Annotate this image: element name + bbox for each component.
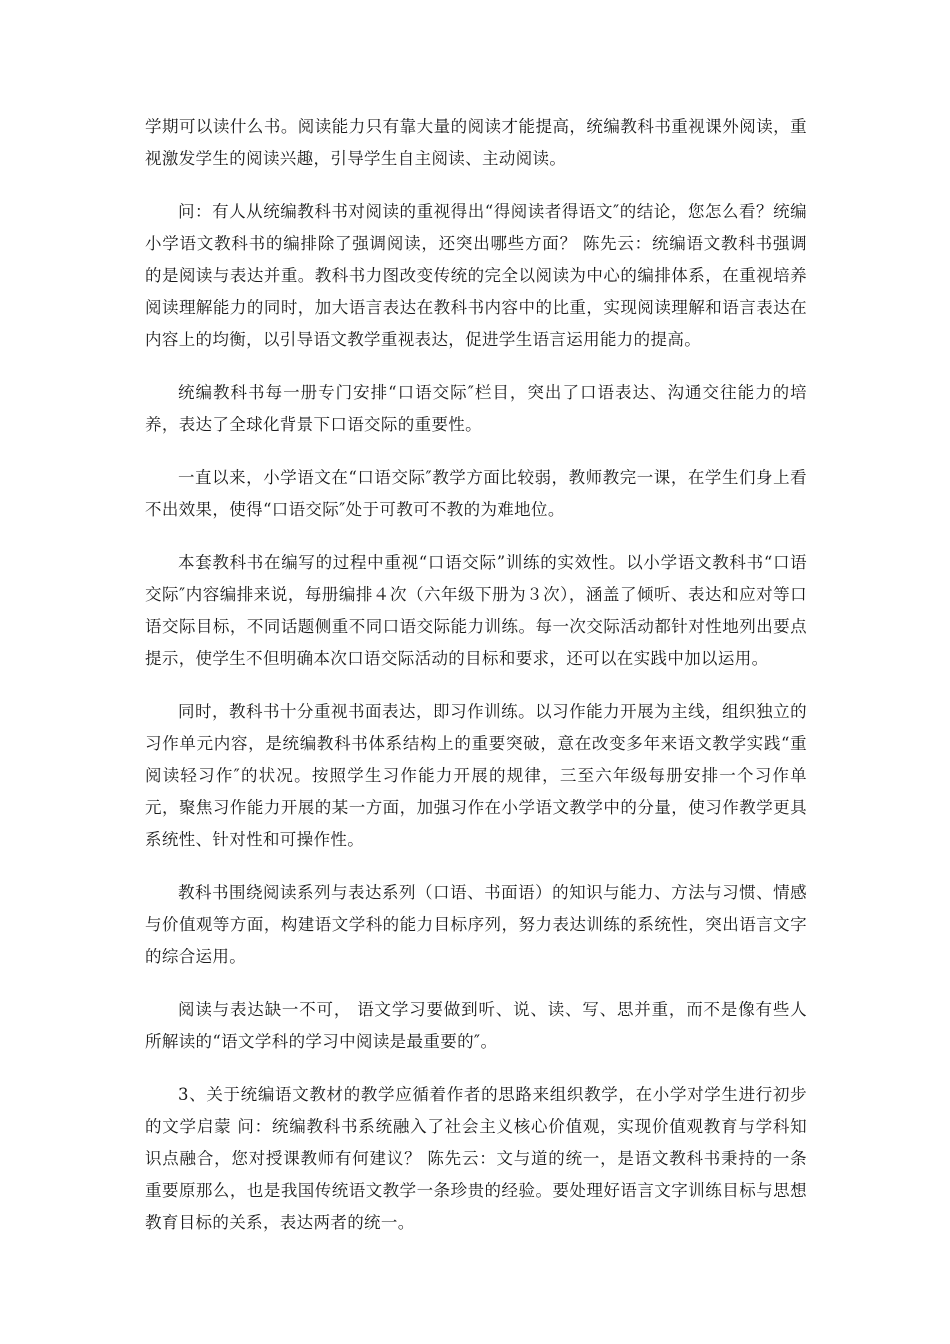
- document-body: [145, 111, 807, 1260]
- paragraph-3: 统编教科书每一册专门安排“口语交际″栏目，突出了口语表达、沟通交往能力的培养，表达了全球化背景下口语交际的重要性。: [145, 383, 807, 434]
- paragraph-1: 学期可以读什么书。阅读能力只有靠大量的阅读才能提高，统编教科书重视课外阅读，重视激发学生的阅读兴趣，引导学生自主阅读、主动阅读。: [145, 117, 807, 168]
- paragraph-4: 一直以来，小学语文在“口语交际″教学方面比较弱，教师教完一课，在学生们身上看不出效果，使得“口语交际″处于可教可不教的为难地位。: [145, 468, 807, 519]
- paragraph-5: 本套教科书在编写的过程中重视“口语交际”训练的实效性。以小学语文教科书“口语交际″内容编排来说，每册编排４次（六年级下册为３次），涵盖了倾听、表达和应对等口语交际目标，不同话题侧重不同口语交际能力训练。每一次交际活动都针对性地列出要点提示，使学生不但明确本次口语交际活动的目标和要求，还可以在实践中加以运用。: [145, 553, 807, 668]
- paragraph-8: 阅读与表达缺一不可， 语文学习要做到听、说、读、写、思并重，而不是像有些人所解读的“语文学科的学习中阅读是最重要的″。: [145, 1000, 807, 1051]
- paragraph-9: 3、关于统编语文教材的教学应循着作者的思路来组织教学，在小学对学生进行初步的文学启蒙 问：统编教科书系统融入了社会主义核心价值观，实现价值观教育与学科知识点融合，您对授课教师有何建议？ 陈先云：文与道的统一，是语文教科书秉持的一条重要原那么，也是我国传统语文教学一条珍贵的经验。要处理好语言文字训练目标与思想教育目标的关系，表达两者的统一。: [145, 1085, 807, 1232]
- paragraph-2: 问：有人从统编教科书对阅读的重视得出“得阅读者得语文″的结论，您怎么看？统编小学语文教科书的编排除了强调阅读，还突出哪些方面？ 陈先云：统编语文教科书强调的是阅读与表达并重。教科书力图改变传统的完全以阅读为中心的编排体系，在重视培养阅读理解能力的同时，加大语言表达在教科书内容中的比重，实现阅读理解和语言表达在内容上的均衡，以引导语文教学重视表达，促进学生语言运用能力的提高。: [145, 202, 807, 349]
- paragraph-7: 教科书围绕阅读系列与表达系列（口语、书面语）的知识与能力、方法与习惯、情感与价值观等方面，构建语文学科的能力目标序列，努力表达训练的系统性，突出语言文字的综合运用。: [145, 883, 807, 966]
- paragraph-6: 同时，教科书十分重视书面表达，即习作训练。以习作能力开展为主线，组织独立的习作单元内容，是统编教科书体系结构上的重要突破，意在改变多年来语文教学实践“重阅读轻习作″的状况。按照学生习作能力开展的规律，三至六年级每册安排一个习作单元，聚焦习作能力开展的某一方面，加强习作在小学语文教学中的分量，使习作教学更具系统性、针对性和可操作性。: [145, 702, 807, 849]
